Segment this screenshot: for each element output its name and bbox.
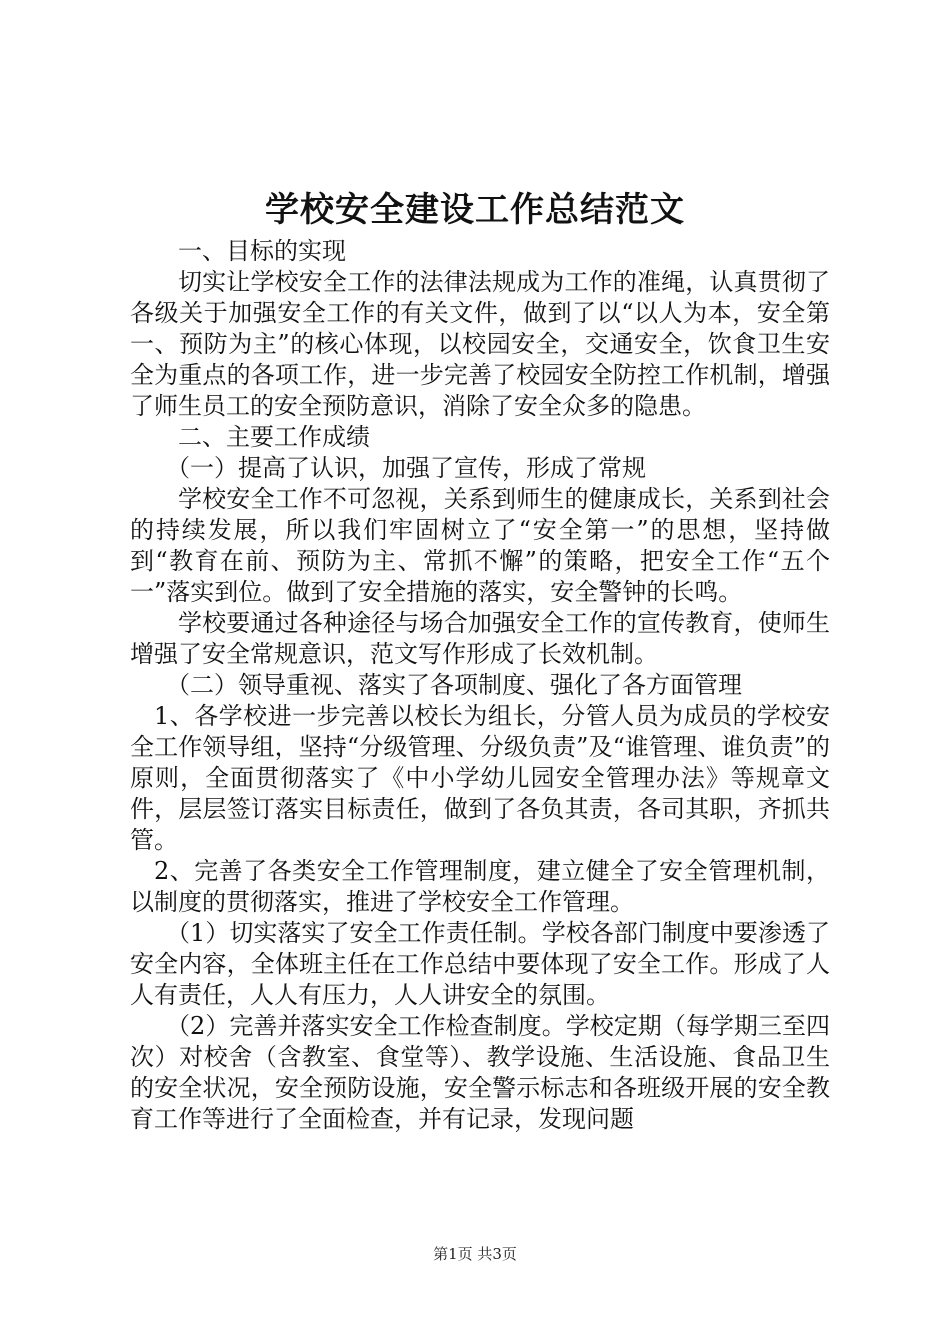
subsection-heading-1: （一）提高了认识，加强了宣传，形成了常规: [166, 454, 646, 482]
paragraph-subitem-2: （2）完善并落实安全工作检查制度。学校定期（每学期三至四次）对校舍（含教室、食堂等）、教学设施、生活设施、食品卫生的安全状况，安全预防设施，安全警示标志和各班级开展的安全教育工作等进行了全面检查，并有记录，发现问题: [130, 1012, 830, 1133]
document-body: [130, 236, 830, 1135]
subsection-heading-2: （二）领导重视、落实了各项制度、强化了各方面管理: [166, 671, 742, 699]
paragraph-item-2: 2、完善了各类安全工作管理制度，建立健全了安全管理机制，以制度的贯彻落实，推进了学校安全工作管理。: [130, 857, 830, 916]
paragraph-item-1: 1、各学校进一步完善以校长为组长，分管人员为成员的学校安全工作领导组，坚持“分级管理、分级负责”及“谁管理、谁负责”的原则，全面贯彻落实了《中小学幼儿园安全管理办法》等规章文件，层层签订落实目标责任，做到了各负其责，各司其职，齐抓共管。: [130, 702, 830, 854]
paragraph-awareness: 学校安全工作不可忽视，关系到师生的健康成长，关系到社会的持续发展，所以我们牢固树立了“安全第一”的思想，坚持做到“教育在前、预防为主、常抓不懈”的策略，把安全工作“五个一”落实到位。做到了安全措施的落实，安全警钟的长鸣。: [130, 485, 830, 606]
document-title: 学校安全建设工作总结范文: [265, 190, 685, 230]
paragraph-subitem-1: （1）切实落实了安全工作责任制。学校各部门制度中要渗透了安全内容，全体班主任在工作总结中要体现了安全工作。形成了人人有责任，人人有压力，人人讲安全的氛围。: [130, 919, 830, 1009]
page-footer: 第1页 共3页: [433, 1245, 517, 1263]
section-heading-2: 二、主要工作成绩: [178, 423, 370, 451]
paragraph-goal: 切实让学校安全工作的法律法规成为工作的准绳，认真贯彻了各级关于加强安全工作的有关文件，做到了以“以人为本，安全第一、预防为主”的核心体现，以校园安全，交通安全，饮食卫生安全为重点的各项工作，进一步完善了校园安全防控工作机制，增强了师生员工的安全预防意识，消除了安全众多的隐患。: [130, 268, 830, 420]
section-heading-1: 一、目标的实现: [178, 237, 346, 265]
paragraph-publicity: 学校要通过各种途径与场合加强安全工作的宣传教育，使师生增强了安全常规意识，范文写作形成了长效机制。: [130, 609, 830, 668]
